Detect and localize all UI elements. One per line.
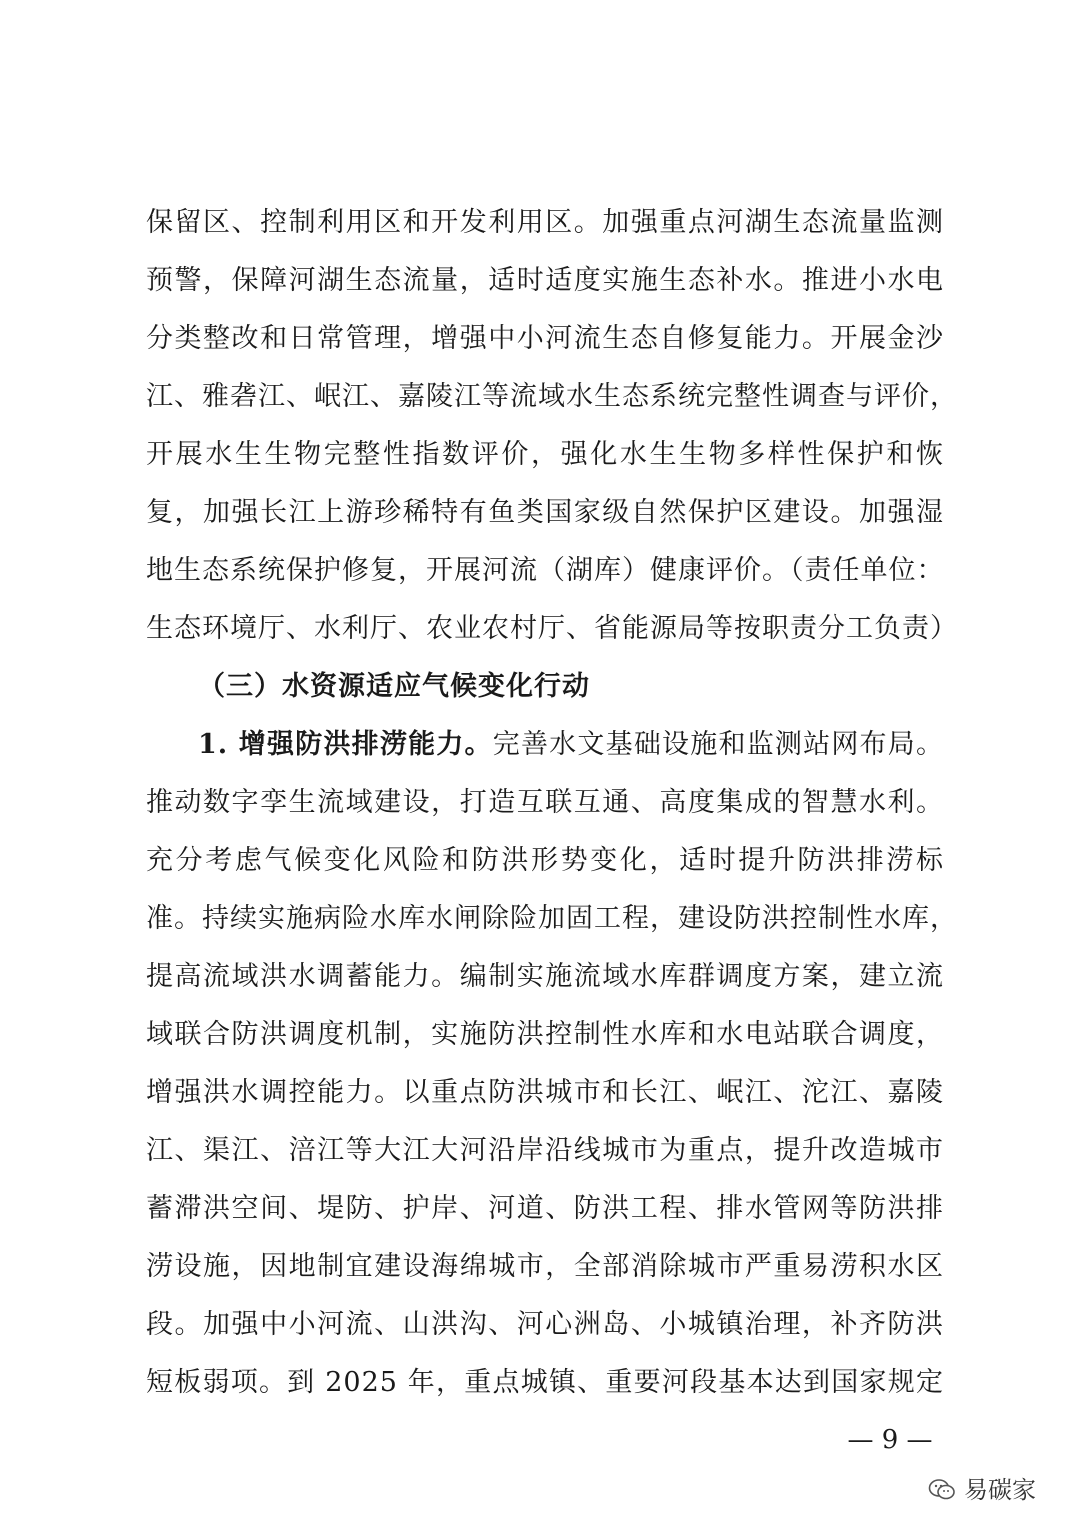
body-line-1: 保留区、控制利用区和开发利用区。加强重点河湖生态流量监测 [146,207,944,238]
item-line-1: 推动数字孪生流域建设，打造互联互通、高度集成的智慧水利。 [146,787,944,818]
item-line-2: 充分考虑气候变化风险和防洪形势变化，适时提升防洪排涝标 [146,845,944,876]
item-line-11: 短板弱项。到 2025 年，重点城镇、重要河段基本达到国家规定 [146,1367,944,1398]
item-lead-text: 完善水文基础设施和监测站网布局。 [492,729,944,760]
item-line-10: 段。加强中小河流、山洪沟、河心洲岛、小城镇治理，补齐防洪 [146,1309,944,1340]
body-line-6: 复，加强长江上游珍稀特有鱼类国家级自然保护区建设。加强湿 [146,497,944,528]
body-line-7: 地生态系统保护修复，开展河流（湖库）健康评价。（责任单位： [146,555,945,586]
body-line-8: 生态环境厅、水利厅、农业农村厅、省能源局等按职责分工负责） [146,613,958,644]
body-line-4: 江、雅砻江、岷江、嘉陵江等流域水生态系统完整性调查与评价， [146,381,958,412]
item-lead-line [198,718,944,772]
item-line-9: 涝设施，因地制宜建设海绵城市，全部消除城市严重易涝积水区 [146,1251,944,1282]
page-number: — 9 — [847,1425,933,1455]
watermark [928,1470,1036,1510]
item-line-6: 增强洪水调控能力。以重点防洪城市和长江、岷江、沱江、嘉陵 [146,1077,944,1108]
item-title: 1. 增强防洪排涝能力。 [198,729,493,760]
watermark-text: 易碳家 [964,1476,1036,1504]
item-line-5: 域联合防洪调度机制，实施防洪控制性水库和水电站联合调度， [146,1019,944,1050]
body-line-3: 分类整改和日常管理，增强中小河流生态自修复能力。开展金沙 [146,323,944,354]
item-line-7: 江、渠江、涪江等大江大河沿岸沿线城市为重点，提升改造城市 [146,1135,944,1166]
wechat-icon [928,1478,956,1502]
item-line-3: 准。持续实施病险水库水闸除险加固工程，建设防洪控制性水库， [146,903,958,934]
item-line-4: 提高流域洪水调蓄能力。编制实施流域水库群调度方案，建立流 [146,961,944,992]
item-line-8: 蓄滞洪空间、堤防、护岸、河道、防洪工程、排水管网等防洪排 [146,1193,944,1224]
body-line-2: 预警，保障河湖生态流量，适时适度实施生态补水。推进小水电 [146,265,944,296]
section-heading: （三）水资源适应气候变化行动 [198,671,590,702]
body-line-5: 开展水生生物完整性指数评价，强化水生生物多样性保护和恢 [146,439,944,470]
